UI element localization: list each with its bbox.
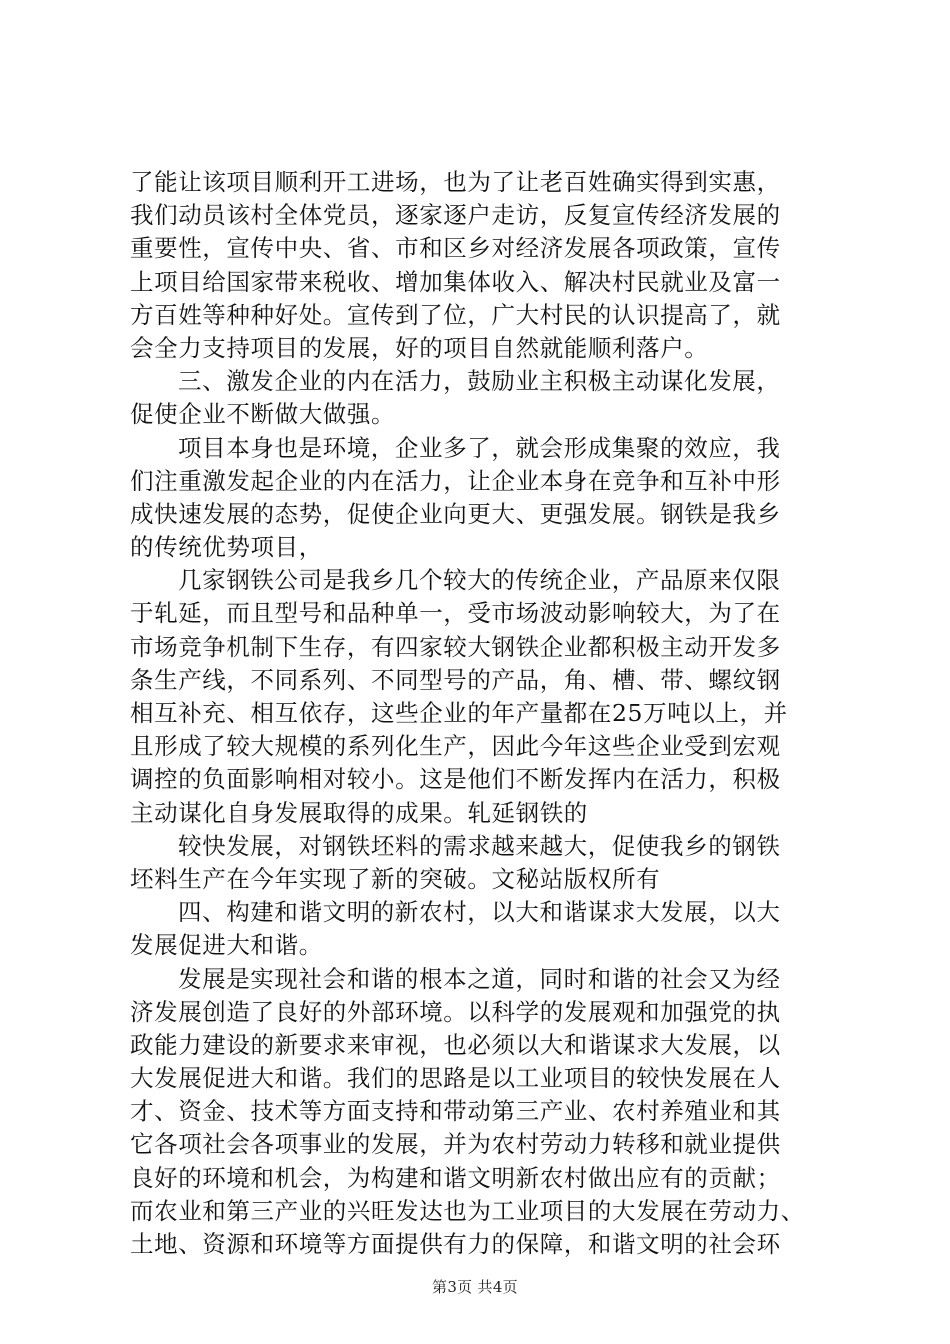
text-line: 上项目给国家带来税收、增加集体收入、解决村民就业及富一	[130, 267, 781, 296]
text-line: 相互补充、相互依存，这些企业的年产量都在25万吨以上，并	[130, 699, 788, 727]
text-line: 才、资金、技术等方面支持和带动第三产业、农村养殖业和其	[130, 1097, 781, 1126]
text-line: 主动谋化自身发展取得的成果。轧延钢铁的	[130, 798, 588, 827]
text-line: 它各项社会各项事业的发展，并为农村劳动力转移和就业提供	[130, 1130, 781, 1159]
text-line: 三、激发企业的内在活力，鼓励业主积极主动谋化发展，	[178, 367, 781, 396]
document-body	[130, 166, 830, 1261]
text-line: 政能力建设的新要求来审视，也必须以大和谐谋求大发展，以	[130, 1030, 781, 1059]
text-line: 良好的环境和机会，为构建和谐文明新农村做出应有的贡献；	[130, 1163, 781, 1192]
text-line: 土地、资源和环境等方面提供有力的保障，和谐文明的社会环	[130, 1230, 781, 1258]
text-line: 且形成了较大规模的系列化生产，因此今年这些企业受到宏观	[130, 732, 781, 761]
text-line: 调控的负面影响相对较小。这是他们不断发挥内在活力，积极	[130, 765, 781, 794]
text-line: 而农业和第三产业的兴旺发达也为工业项目的大发展在劳动力、	[130, 1196, 805, 1225]
text-line: 促使企业不断做大做强。	[130, 400, 396, 429]
text-line: 条生产线，不同系列、不同型号的产品，角、槽、带、螺纹钢	[130, 665, 781, 694]
text-line: 发展促进大和谐。	[130, 931, 323, 960]
text-line: 坯料生产在今年实现了新的突破。文秘站版权所有	[130, 864, 661, 893]
text-line: 重要性，宣传中央、省、市和区乡对经济发展各项政策，宣传	[130, 234, 781, 263]
text-line: 发展是实现社会和谐的根本之道，同时和谐的社会又为经	[178, 964, 781, 993]
text-line: 较快发展，对钢铁坯料的需求越来越大，促使我乡的钢铁	[178, 831, 781, 860]
text-line: 于轧延，而且型号和品种单一，受市场波动影响较大，为了在	[130, 599, 781, 628]
text-line: 大发展促进大和谐。我们的思路是以工业项目的较快发展在人	[130, 1064, 781, 1093]
text-line: 四、构建和谐文明的新农村，以大和谐谋求大发展，以大	[178, 898, 781, 927]
text-line: 了能让该项目顺利开工进场，也为了让老百姓确实得到实惠，	[130, 168, 781, 196]
text-line: 会全力支持项目的发展，好的项目自然就能顺利落户。	[130, 333, 709, 362]
text-line: 成快速发展的态势，促使企业向更大、更强发展。钢铁是我乡	[130, 499, 781, 528]
text-line: 们注重激发起企业的内在活力，让企业本身在竞争和互补中形	[130, 466, 781, 495]
page-footer: 第3页 共4页	[432, 1278, 518, 1296]
text-line: 济发展创造了良好的外部环境。以科学的发展观和加强党的执	[130, 997, 781, 1026]
text-line: 项目本身也是环境，企业多了，就会形成集聚的效应，我	[178, 433, 781, 462]
text-line: 我们动员该村全体党员，逐家逐户走访，反复宣传经济发展的	[130, 201, 781, 230]
text-line: 市场竞争机制下生存，有四家较大钢铁企业都积极主动开发多	[130, 632, 781, 661]
text-line: 方百姓等种种好处。宣传到了位，广大村民的认识提高了，就	[130, 300, 781, 329]
text-line: 的传统优势项目，	[130, 533, 323, 562]
text-line: 几家钢铁公司是我乡几个较大的传统企业，产品原来仅限	[178, 566, 781, 595]
